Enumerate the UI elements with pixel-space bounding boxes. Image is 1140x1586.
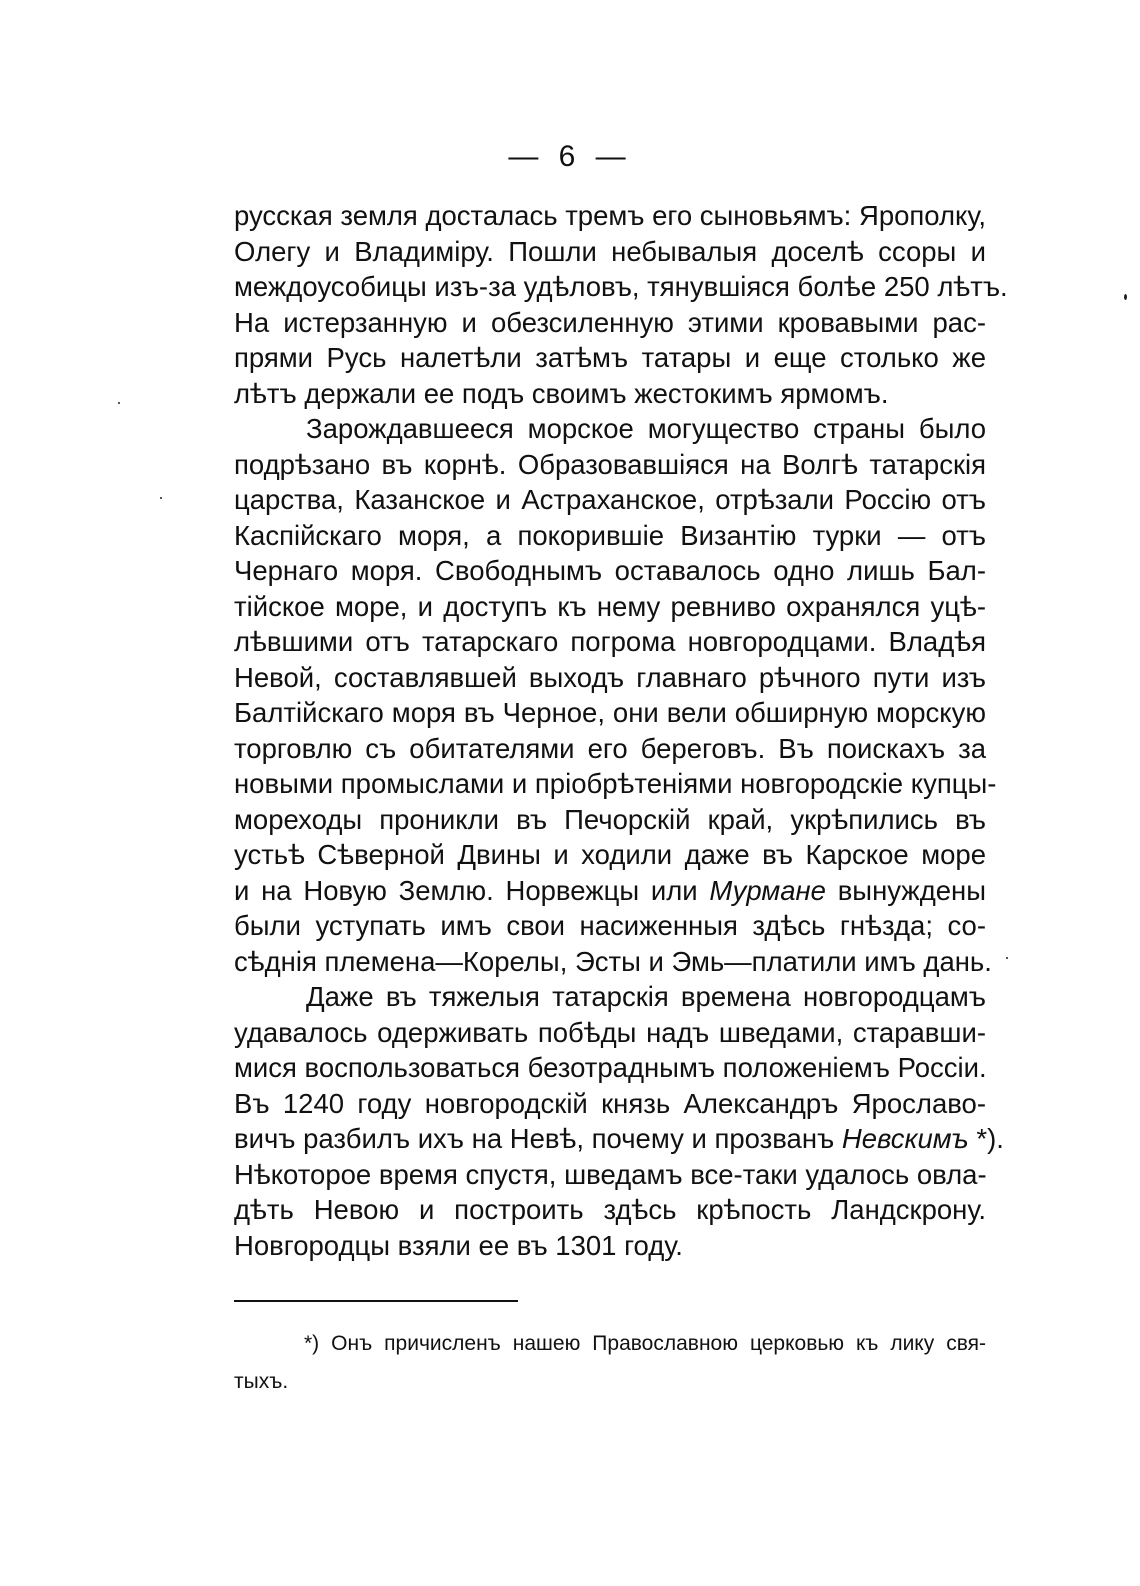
page-number: — 6 — bbox=[508, 140, 632, 173]
text-line-with-emphasis bbox=[234, 873, 986, 909]
text-line: были уступать имъ свои насиженныя здѣсь гнѣзда; со- bbox=[234, 910, 986, 941]
text-segment: и на Новую Землю. Норвежцы или bbox=[234, 874, 698, 906]
text-line: удавалось одерживать побѣды надъ шведами, старавши- bbox=[234, 1016, 986, 1048]
text-line: Въ 1240 году новгородскій князь Александръ Ярославо- bbox=[234, 1087, 986, 1119]
text-line-with-emphasis bbox=[234, 1121, 1004, 1157]
text-line: Зарождавшееся морское могущество страны было bbox=[306, 413, 986, 444]
text-segment: вынуждены bbox=[837, 874, 986, 906]
text-line: Чернаго моря. Свободнымъ оставалось одно лишь Бал- bbox=[234, 555, 986, 586]
text-line: Невой, составлявшей выходъ главнаго рѣчного пути изъ bbox=[234, 661, 986, 693]
scan-speck bbox=[160, 497, 162, 499]
text-segment: вичъ разбилъ ихъ на Невѣ, почему и прозванъ bbox=[234, 1123, 835, 1154]
text-line: междоусобицы изъ-за удѣловъ, тянувшіяся болѣе 250 лѣтъ. bbox=[234, 271, 1008, 302]
text-line: новыми промыслами и пріобрѣтеніями новгородскіе купцы- bbox=[234, 768, 997, 799]
text-line: устьѣ Сѣверной Двины и ходили даже въ Карское море bbox=[234, 839, 986, 870]
footnote-line: тыхъ. bbox=[234, 1370, 289, 1393]
text-line: На истерзанную и обезсиленную этими кровавыми рас- bbox=[234, 306, 986, 338]
footnote-divider bbox=[234, 1300, 518, 1302]
text-line: мися воспользоваться безотраднымъ положеніемъ Россіи. bbox=[234, 1052, 987, 1083]
text-line: Балтійскаго моря въ Черное, они вели обширную морскую bbox=[234, 697, 986, 728]
text-line: Олегу и Владиміру. Пошли небывалыя доселѣ ссоры и bbox=[234, 235, 986, 267]
text-line: торговлю съ обитателями его береговъ. Въ поискахъ за bbox=[234, 732, 986, 764]
text-line: Новгородцы взяли ее въ 1301 году. bbox=[234, 1229, 683, 1261]
text-line: царства, Казанское и Астраханское, отрѣзали Россію отъ bbox=[234, 484, 986, 515]
text-line: русская земля досталась тремъ его сыновьямъ: Ярополку, bbox=[234, 200, 987, 231]
text-line: мореходы проникли въ Печорскій край, укрѣпились въ bbox=[234, 803, 986, 835]
main-text bbox=[234, 198, 1008, 1263]
footnote-marker: *). bbox=[976, 1123, 1004, 1154]
emphasized-word: Невскимъ bbox=[841, 1123, 969, 1154]
text-line: дѣть Невою и построить здѣсь крѣпость Ландскрону. bbox=[234, 1194, 986, 1225]
footnote bbox=[234, 1325, 986, 1401]
text-line: Даже въ тяжелыя татарскія времена новгородцамъ bbox=[306, 981, 986, 1012]
text-line: прями Русь налетѣли затѣмъ татары и еще столько же bbox=[234, 342, 986, 373]
text-line: сѣднія племена—Корелы, Эсты и Эмь—платили имъ дань. bbox=[234, 945, 992, 977]
scan-speck bbox=[118, 402, 120, 404]
text-line: Нѣкоторое время спустя, шведамъ все-таки удалось овла- bbox=[234, 1158, 987, 1190]
text-line: лѣтъ держали ее подъ своимъ жестокимъ ярмомъ. bbox=[234, 377, 889, 409]
emphasized-word: Мурмане bbox=[709, 874, 826, 906]
text-line: тійское море, и доступъ къ нему ревниво охранялся уцѣ- bbox=[234, 590, 986, 622]
scan-speck bbox=[1124, 294, 1127, 300]
footnote-line: *) Онъ причисленъ нашею Православною церковью къ лику свя- bbox=[304, 1332, 986, 1355]
text-line: подрѣзано въ корнѣ. Образовавшіяся на Волгѣ татарскія bbox=[234, 448, 986, 480]
scan-speck bbox=[1006, 957, 1008, 959]
text-line: лѣвшими отъ татарскаго погрома новгородцами. Владѣя bbox=[234, 626, 986, 657]
text-line: Каспійскаго моря, а покорившіе Византію турки — отъ bbox=[234, 519, 986, 551]
